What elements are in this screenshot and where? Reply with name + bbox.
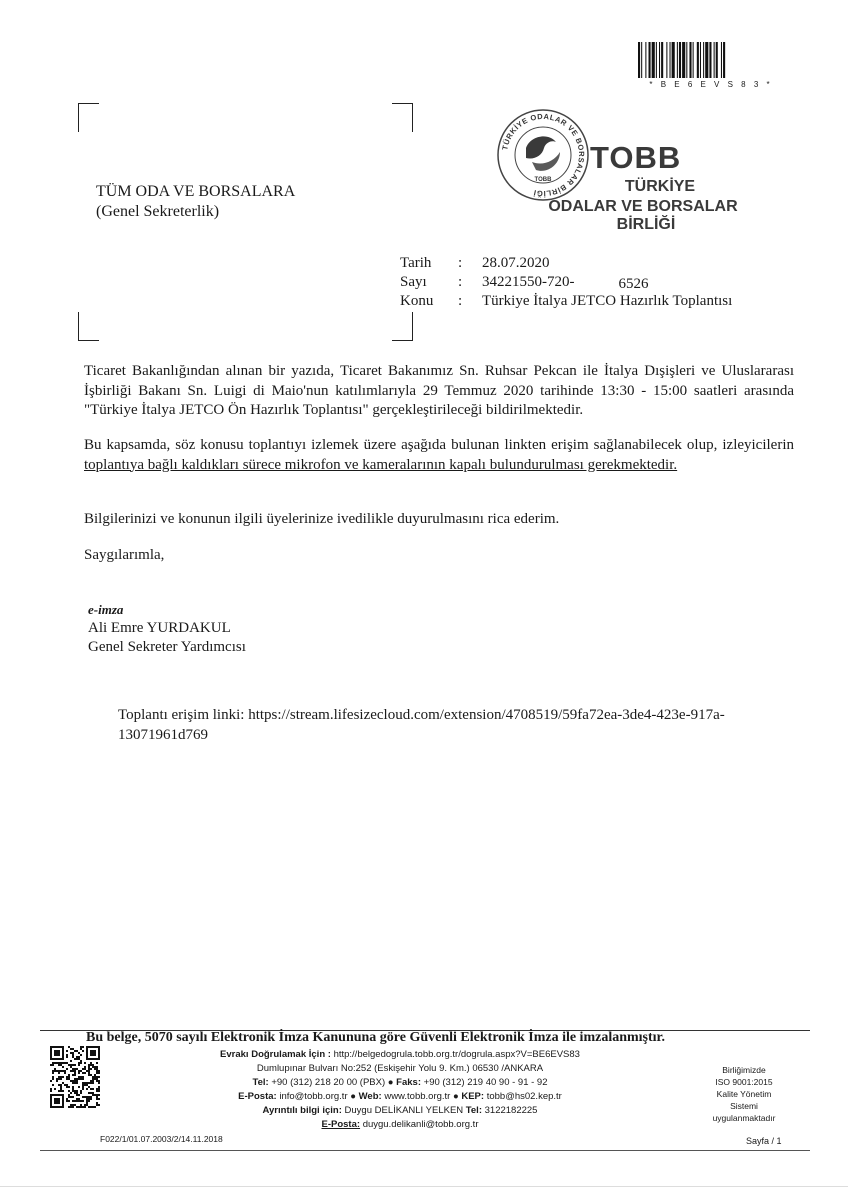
cert-line3: Kalite Yönetim [716, 1089, 772, 1099]
cert-line1: Birliğimizde [722, 1065, 766, 1075]
address-corner-bottom-left [78, 312, 99, 341]
email-value[interactable]: info@tobb.org.tr [279, 1091, 348, 1102]
footer-bottom-rule [40, 1150, 810, 1151]
footer-esign-notice: Bu belge, 5070 sayılı Elektronik İmza Kanununa göre Güvenli Elektronik İmza ile imzalanmıştır. [86, 1030, 665, 1045]
seal-ring-text: TÜRKİYE ODALAR VE BORSALAR BİRLİĞİ [500, 111, 587, 199]
subject-value: Türkiye İtalya JETCO Hazırlık Toplantısı [482, 293, 733, 309]
fax-value: +90 (312) 219 40 90 - 91 - 92 [423, 1077, 548, 1088]
signature-block [88, 600, 246, 657]
cert-line2: ISO 9001:2015 [715, 1077, 773, 1087]
kep-value: tobb@hs02.kep.tr [486, 1091, 562, 1102]
contact-email-value[interactable]: duygu.delikanli@tobb.org.tr [362, 1119, 479, 1130]
address-corner-top-right [392, 103, 413, 132]
document-meta [400, 254, 732, 311]
org-acronym: TOBB [590, 140, 682, 175]
footer-address: Dumlupınar Bulvarı No:252 (Eskişehir Yolu 9. Km.) 06530 /ANKARA [256, 1063, 544, 1074]
verification-qr-code[interactable] [50, 1046, 100, 1108]
meta-subject-row [400, 292, 732, 311]
signer-title: Genel Sekreter Yardımcısı [88, 639, 246, 655]
subject-separator: : [458, 293, 463, 309]
number-separator: : [458, 274, 463, 290]
body-paragraph-2-start: Bu kapsamda, söz konusu toplantıyı izlemek üzere aşağıda bulunan linkten erişim sağlanabilecek olup, izleyicilerin [84, 437, 794, 453]
number-suffix: 6526 [618, 276, 649, 292]
address-corner-top-left [78, 103, 99, 132]
info-value: Duygu DELİKANLI YELKEN [344, 1105, 464, 1116]
date-value: 28.07.2020 [482, 255, 550, 271]
org-name-line3: BİRLİĞİ [616, 216, 676, 233]
tel-label: Tel: [252, 1077, 269, 1088]
recipient-line1: TÜM ODA VE BORSALARA [96, 183, 296, 200]
email-label: E-Posta: [238, 1091, 277, 1102]
web-label: Web: [358, 1091, 382, 1102]
contact-email-label: E-Posta: [321, 1119, 361, 1130]
kep-label: KEP: [461, 1091, 485, 1102]
info-tel-label: Tel: [465, 1105, 482, 1116]
page-number: Sayfa / 1 [746, 1136, 782, 1146]
recipient-block [96, 182, 295, 222]
document-barcode [636, 42, 786, 82]
number-label: Sayı [400, 274, 427, 290]
recipient-line2: (Genel Sekreterlik) [96, 203, 220, 220]
org-name-line2: ODALAR VE BORSALAR [548, 198, 738, 215]
body-paragraph-1: Ticaret Bakanlığından alınan bir yazıda, Ticaret Bakanımız Sn. Ruhsar Pekcan ile İtalya Dışişleri ve Uluslararası İşbirliği Bakanı Sn. Luigi di Maio'nun katılımlarıyla 29 Temmuz 2020 tarihinde 13:30 - 15:00 saatleri arasında "Türkiye İtalya JETCO Ön Hazırlık Toplantısı" gerçekleştirileceği bildirilmektedir. [84, 363, 794, 418]
body-paragraph-2 [84, 436, 794, 475]
fax-label: Faks: [396, 1077, 421, 1088]
footer-info-line [160, 1104, 640, 1117]
web-value[interactable]: www.tobb.org.tr [384, 1091, 451, 1102]
cert-line4: Sistemi [730, 1101, 758, 1111]
cert-line5: uygulanmaktadır [712, 1113, 776, 1123]
meta-date-row [400, 254, 732, 273]
footer-contact-line: E-Posta: info@tobb.org.tr ● Web: www.tobb.org.tr ● KEP: tobb@hs02.kep.tr [238, 1091, 562, 1102]
signer-name: Ali Emre YURDAKUL [88, 620, 231, 636]
info-tel-value: 3122182225 [484, 1105, 538, 1116]
body-paragraph-2-underlined: toplantıya bağlı kaldıkları sürece mikrofon ve kameralarının kapalı bulundurulması gerekmektedir. [84, 456, 678, 473]
e-signature-mark: e-imza [88, 602, 124, 617]
org-name-line1: TÜRKİYE [624, 178, 696, 195]
address-corner-bottom-right [392, 312, 413, 341]
meeting-link[interactable]: Toplantı erişim linki: https://stream.lifesizecloud.com/extension/4708519/59fa72ea-3de4-423e-917a-13071961d769 [118, 707, 725, 743]
seal-inner-text: TOBB [534, 177, 552, 183]
form-code: F022/1/01.07.2003/2/14.11.2018 [100, 1134, 223, 1144]
subject-label: Konu [400, 293, 434, 309]
date-label: Tarih [400, 255, 432, 271]
meta-number-row [400, 273, 732, 292]
closing-greeting: Saygılarımla, [84, 547, 165, 563]
footer-contact-email-line [160, 1118, 640, 1131]
footer-phone-line: Tel: +90 (312) 218 20 00 (PBX) ● Faks: +90 (312) 219 40 90 - 91 - 92 [252, 1077, 548, 1088]
info-label: Ayrıntılı bilgi için: [262, 1105, 342, 1116]
page-bottom-edge [0, 1186, 848, 1187]
date-separator: : [458, 255, 463, 271]
number-value: 34221550-720- [482, 274, 575, 290]
verify-url[interactable]: http://belgedogrula.tobb.org.tr/dogrula.aspx?V=BE6EVS83 [333, 1049, 580, 1060]
barcode-text: * B E 6 E V S 8 3 * [649, 80, 773, 89]
tel-value: +90 (312) 218 20 00 (PBX) [271, 1077, 386, 1088]
iso-certification-note [694, 1064, 794, 1124]
footer-verify-line [160, 1048, 640, 1061]
body-paragraph-3: Bilgilerinizi ve konunun ilgili üyelerinize ivedilikle duyurulmasını rica ederim. [84, 511, 560, 527]
verify-label: Evrakı Doğrulamak İçin : [220, 1049, 331, 1060]
